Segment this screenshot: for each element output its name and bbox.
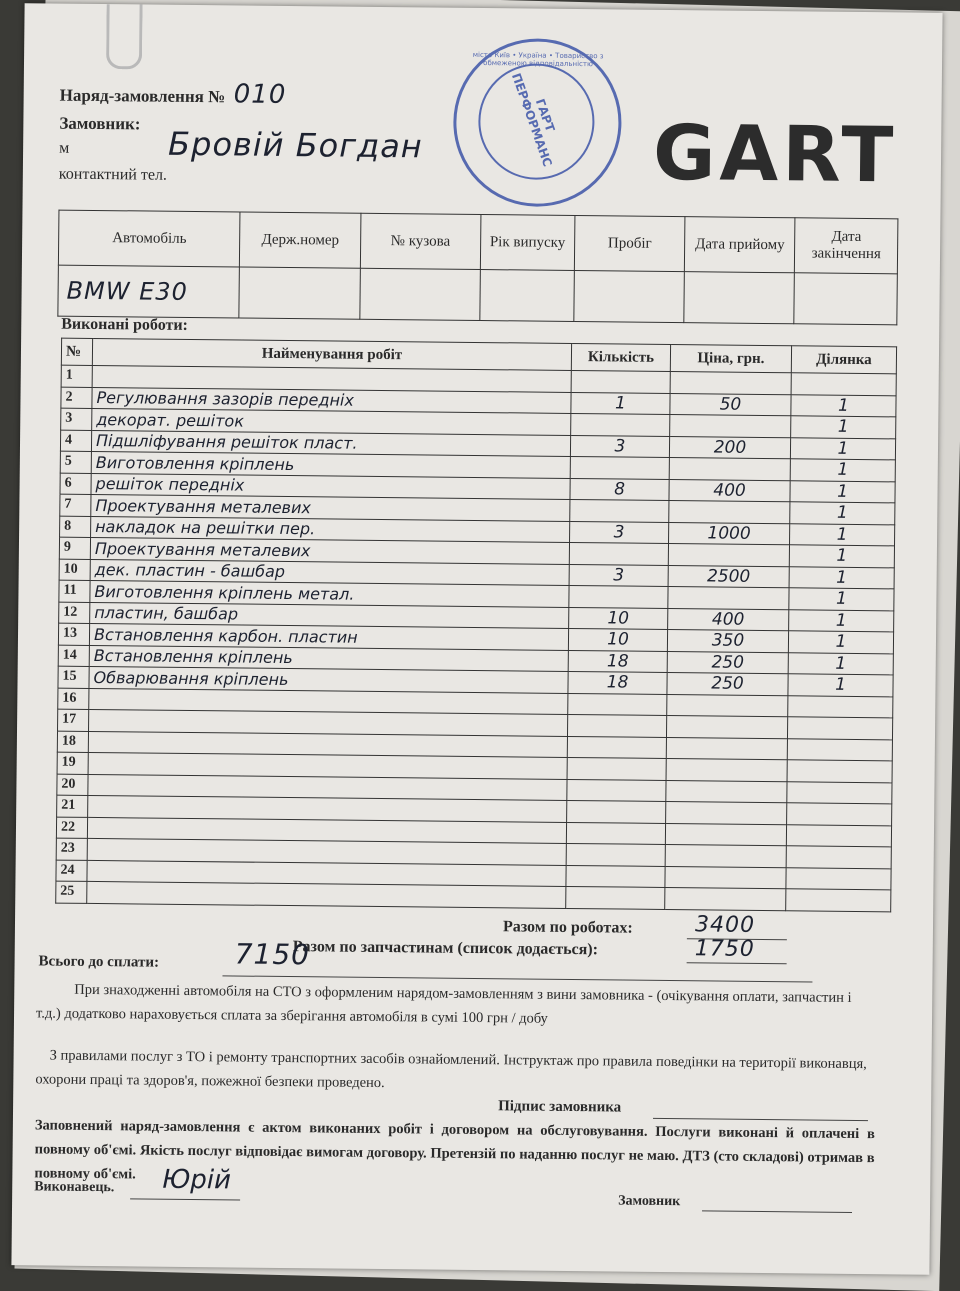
car-header-finished: Дата закінчення bbox=[795, 218, 898, 274]
work-name: Підшліфування решіток пласт. bbox=[91, 430, 570, 457]
paper-clip bbox=[106, 4, 143, 69]
executor-label: Виконавець. bbox=[34, 1179, 115, 1196]
work-qty bbox=[567, 757, 666, 780]
work-area: 1 bbox=[789, 588, 894, 611]
gart-logo: GART bbox=[652, 107, 898, 200]
grand-total-label: Всього до сплати: bbox=[38, 953, 160, 971]
row-number: 12 bbox=[59, 602, 90, 624]
work-qty: 1 bbox=[571, 392, 670, 415]
work-area: 1 bbox=[788, 674, 893, 697]
works-header-area: Ділянка bbox=[791, 346, 896, 374]
work-area bbox=[787, 717, 892, 740]
parts-total-label: Разом по запчастинам (список додається): bbox=[292, 938, 599, 959]
work-area bbox=[786, 889, 891, 912]
car-body-value bbox=[360, 268, 480, 320]
work-price bbox=[665, 866, 786, 889]
work-name: Регулювання зазорів передніх bbox=[92, 387, 571, 414]
work-qty: 10 bbox=[568, 628, 667, 651]
works-total-label: Разом по роботах: bbox=[502, 918, 633, 937]
company-seal bbox=[453, 38, 623, 208]
work-area: 1 bbox=[790, 459, 895, 482]
work-qty bbox=[567, 779, 666, 802]
work-price: 400 bbox=[669, 479, 790, 502]
work-qty bbox=[566, 843, 665, 866]
work-qty bbox=[569, 542, 668, 565]
grand-total-value: 7150 bbox=[234, 937, 311, 972]
work-name: Встановлення кріплень bbox=[89, 645, 568, 672]
car-header-plate: Держ.номер bbox=[240, 212, 361, 268]
row-number: 10 bbox=[59, 559, 90, 581]
work-price bbox=[670, 372, 791, 395]
work-name: пластин, башбар bbox=[90, 602, 569, 629]
row-number: 11 bbox=[59, 580, 90, 602]
work-price: 200 bbox=[669, 436, 790, 459]
customer-final-line bbox=[702, 1210, 852, 1213]
work-qty bbox=[571, 413, 670, 436]
work-area bbox=[786, 824, 891, 847]
row-number: 7 bbox=[60, 494, 91, 516]
row-number: 9 bbox=[59, 537, 90, 559]
work-qty bbox=[566, 865, 665, 888]
work-price bbox=[666, 801, 787, 824]
work-qty bbox=[566, 822, 665, 845]
work-price: 400 bbox=[668, 608, 789, 631]
work-name: Виготовлення кріплень bbox=[91, 451, 570, 478]
row-number: 22 bbox=[56, 817, 87, 839]
work-area: 1 bbox=[789, 566, 894, 589]
car-table-header bbox=[58, 210, 898, 274]
work-area: 1 bbox=[789, 545, 894, 568]
work-area: 1 bbox=[790, 523, 895, 546]
work-area bbox=[786, 867, 891, 890]
work-price bbox=[666, 715, 787, 738]
executor-signature-line bbox=[130, 1198, 240, 1200]
storage-fee-note: При знаходженні автомобіля на СТО з оформленим нарядом-замовленням з вини замовника - (очікування оплати, запчастин і т.д.) додатково нараховується сплата за зберігання автомобіля в сумі 100 грн / добу bbox=[35, 981, 852, 1027]
parts-total-value: 1750 bbox=[694, 936, 755, 962]
work-price bbox=[665, 823, 786, 846]
work-area: 1 bbox=[790, 502, 895, 525]
order-number-value: 010 bbox=[233, 79, 287, 110]
customer-label: Замовник: bbox=[59, 113, 141, 134]
work-area: 1 bbox=[788, 652, 893, 675]
car-received-value bbox=[684, 272, 795, 324]
work-price bbox=[670, 415, 791, 438]
m-label: м bbox=[59, 139, 70, 157]
row-number: 2 bbox=[61, 387, 92, 409]
work-price: 1000 bbox=[669, 522, 790, 545]
work-qty: 18 bbox=[568, 650, 667, 673]
work-qty bbox=[569, 585, 668, 608]
work-qty bbox=[567, 800, 666, 823]
work-price bbox=[666, 780, 787, 803]
car-year-value bbox=[480, 270, 575, 322]
work-name: накладок на решітки пер. bbox=[91, 516, 570, 543]
work-price bbox=[665, 844, 786, 867]
car-model-value: BMW E30 bbox=[58, 265, 240, 318]
works-header-price: Ціна, грн. bbox=[670, 345, 791, 373]
work-qty bbox=[570, 499, 669, 522]
work-area: 1 bbox=[790, 437, 895, 460]
work-price bbox=[668, 586, 789, 609]
row-number: 18 bbox=[57, 731, 88, 753]
work-area bbox=[787, 803, 892, 826]
work-price bbox=[666, 758, 787, 781]
row-number: 25 bbox=[56, 881, 87, 903]
work-qty bbox=[567, 714, 666, 737]
car-finished-value bbox=[794, 273, 897, 325]
contact-phone-label: контактний тел. bbox=[58, 165, 168, 184]
work-qty: 18 bbox=[568, 671, 667, 694]
work-price bbox=[669, 501, 790, 524]
work-name bbox=[87, 881, 566, 908]
car-header-received: Дата прийому bbox=[685, 217, 796, 273]
work-name: Встановлення карбон. пластин bbox=[89, 623, 568, 650]
work-price: 50 bbox=[670, 393, 791, 416]
row-number: 13 bbox=[58, 623, 89, 645]
customer-final-label: Замовник bbox=[618, 1193, 681, 1210]
work-name: решіток передніх bbox=[91, 473, 570, 500]
work-area bbox=[788, 695, 893, 718]
row-number: 19 bbox=[57, 752, 88, 774]
work-qty: 10 bbox=[569, 607, 668, 630]
work-qty: 3 bbox=[569, 564, 668, 587]
row-number: 24 bbox=[56, 860, 87, 882]
works-total-value: 3400 bbox=[694, 912, 756, 938]
car-info-table bbox=[57, 210, 898, 326]
row-number: 5 bbox=[60, 451, 91, 473]
row-number: 6 bbox=[60, 473, 91, 495]
row-number: 17 bbox=[58, 709, 89, 731]
seal-ring-text: місто Київ • Україна • Товариство з обмеженою відповідальністю bbox=[472, 50, 604, 69]
work-area: 1 bbox=[791, 416, 896, 439]
work-order-sheet bbox=[11, 3, 942, 1275]
work-price bbox=[665, 887, 786, 910]
work-name: Обварювання кріплень bbox=[89, 666, 568, 693]
work-area bbox=[786, 846, 891, 869]
work-qty bbox=[568, 693, 667, 716]
work-area bbox=[791, 373, 896, 396]
row-number: 20 bbox=[57, 774, 88, 796]
works-table bbox=[55, 338, 897, 912]
car-table-row bbox=[58, 265, 897, 325]
executor-signature: Юрій bbox=[162, 1164, 232, 1196]
row-number: 8 bbox=[60, 516, 91, 538]
work-name: дек. пластин - башбар bbox=[90, 559, 569, 586]
customer-signature-label: Підпис замовника bbox=[498, 1098, 622, 1116]
row-number: 23 bbox=[56, 838, 87, 860]
works-table-body bbox=[56, 365, 897, 911]
work-area: 1 bbox=[790, 480, 895, 503]
work-area bbox=[787, 738, 892, 761]
car-header-model: Автомобіль bbox=[58, 210, 240, 267]
work-price bbox=[669, 458, 790, 481]
work-area: 1 bbox=[789, 609, 894, 632]
row-number: 16 bbox=[58, 688, 89, 710]
work-price: 350 bbox=[667, 629, 788, 652]
work-area: 1 bbox=[791, 394, 896, 417]
works-title: Виконані роботи: bbox=[61, 315, 189, 334]
work-qty bbox=[567, 736, 666, 759]
work-qty: 3 bbox=[570, 435, 669, 458]
work-name: Виготовлення кріплень метал. bbox=[90, 580, 569, 607]
row-number: 1 bbox=[61, 365, 92, 387]
row-number: 21 bbox=[57, 795, 88, 817]
work-price bbox=[667, 694, 788, 717]
work-area: 1 bbox=[788, 631, 893, 654]
work-qty bbox=[566, 886, 665, 909]
service-rules-note: З правилами послуг з ТО і ремонту транспортних засобів ознайомлений. Інструктаж про правила поведінки на території виконавця, охорони праці та здоров'я, пожежної безпеки проведено. bbox=[35, 1047, 867, 1092]
work-qty: 8 bbox=[570, 478, 669, 501]
work-price: 2500 bbox=[668, 565, 789, 588]
row-number: 3 bbox=[61, 408, 92, 430]
seal-center-text: ГАРТ ПЕРФОРМАНС bbox=[508, 71, 558, 169]
car-header-body: № кузова bbox=[360, 213, 480, 269]
car-mileage-value bbox=[574, 271, 685, 323]
work-name: Проектування металевих bbox=[91, 494, 570, 521]
work-name: Проектування металевих bbox=[90, 537, 569, 564]
work-name: декорат. решіток bbox=[92, 408, 571, 435]
car-header-year: Рік випуску bbox=[480, 215, 575, 271]
row-number: 4 bbox=[60, 430, 91, 452]
works-header-qty: Кількість bbox=[571, 343, 670, 371]
order-number-label: Наряд-замовлення № bbox=[59, 85, 226, 107]
work-price bbox=[668, 544, 789, 567]
work-price: 250 bbox=[667, 651, 788, 674]
works-header-number: № bbox=[61, 338, 92, 365]
row-number: 14 bbox=[58, 645, 89, 667]
work-price: 250 bbox=[667, 672, 788, 695]
acceptance-act-note: Заповнений наряд-замовлення є актом виконаних робіт і договором на обслуговування. Послуги виконані й оплачені в повному об'ємі. Якість послуг відповідає вимогам договору. Претензій по наданню послуг не маю. ДТЗ (сто складові) отримав в повному об'ємі. bbox=[34, 1117, 875, 1183]
car-plate-value bbox=[239, 267, 360, 319]
car-header-mileage: Пробіг bbox=[574, 216, 685, 272]
work-area bbox=[787, 760, 892, 783]
work-qty bbox=[570, 456, 669, 479]
customer-name: Бровій Богдан bbox=[167, 124, 423, 166]
work-qty bbox=[571, 370, 670, 393]
works-header-name: Найменування робіт bbox=[92, 338, 571, 370]
work-price bbox=[666, 737, 787, 760]
row-number: 15 bbox=[58, 666, 89, 688]
work-qty: 3 bbox=[570, 521, 669, 544]
parts-total-line bbox=[687, 962, 787, 964]
work-area bbox=[787, 781, 892, 804]
